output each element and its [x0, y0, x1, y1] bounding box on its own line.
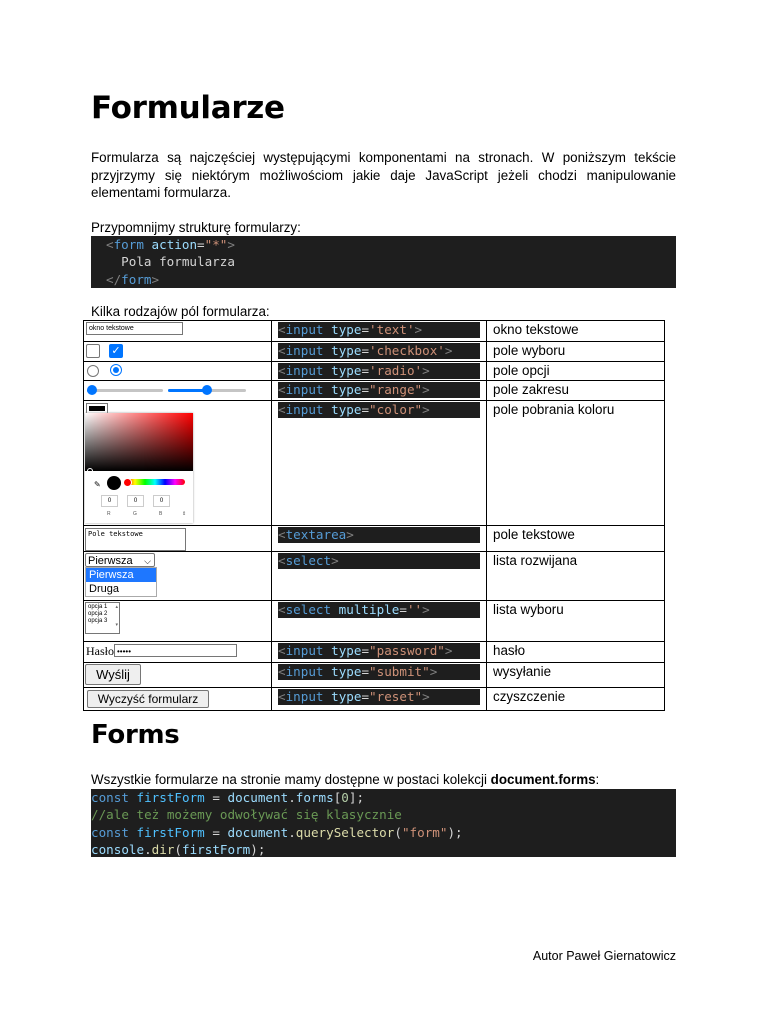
password-input[interactable]: ••••• [114, 644, 237, 657]
range-slider-1[interactable] [87, 389, 163, 392]
chevron-down-icon: ⌵ [144, 556, 151, 566]
fields-label: Kilka rodzajów pól formularza: [91, 304, 270, 319]
code-cell [272, 401, 487, 526]
password-label: Hasło [86, 644, 114, 658]
eyedropper-icon[interactable]: ✎ [94, 480, 101, 489]
widget-cell-textarea [84, 526, 272, 552]
document-forms-code: const firstForm = document.forms[0]; //ale też możemy odwoływać się klasycznie const firstForm = document.querySelector("form"); console.dir(firstForm); [91, 789, 676, 857]
description-cell: lista rozwijana [487, 552, 665, 601]
range-thumb[interactable] [202, 385, 212, 395]
code-snippet: <input type="submit"> [278, 664, 480, 680]
table-row [84, 601, 665, 642]
description-cell: okno tekstowe [487, 321, 665, 342]
dropdown-option[interactable]: Pierwsza [86, 568, 156, 582]
widget-cell-text-input [84, 321, 272, 342]
intro-paragraph: Formularza są najczęściej występującymi komponentami na stronach. W poniższym tekście przyjrzymy się niektórym możliwościom jakie daje JavaScript jeżeli chodzi manipulowanie elementami formularza. [91, 150, 676, 201]
select-multiple[interactable] [85, 602, 120, 634]
select-dropdown[interactable]: Pierwsza ⌵ [85, 553, 155, 567]
code-snippet: <input type="password"> [278, 643, 480, 659]
scrollbar[interactable]: ▴ ▾ [115, 604, 118, 628]
description-cell: lista wyboru [487, 601, 665, 642]
table-row [84, 362, 665, 381]
code-cell [272, 642, 487, 663]
table-row [84, 381, 665, 401]
description-cell: pole tekstowe [487, 526, 665, 552]
widget-cell-radio-pair [84, 362, 272, 381]
table-row [84, 642, 665, 663]
code-snippet: <input type="color"> [278, 402, 480, 418]
widget-cell-password-input [84, 642, 272, 663]
dropdown-list [85, 567, 157, 597]
forms-heading: Forms [91, 720, 180, 750]
code-cell [272, 321, 487, 342]
radio-checked[interactable] [110, 364, 122, 376]
description-cell: pole pobrania koloru [487, 401, 665, 526]
text-input[interactable]: okno tekstowe [86, 322, 183, 335]
checkbox-unchecked[interactable] [86, 344, 100, 358]
table-row [84, 401, 665, 526]
widget-cell-reset-button [84, 688, 272, 711]
code-snippet: <textarea> [278, 527, 480, 543]
list-item[interactable]: opcja 1 [88, 604, 108, 610]
code-cell [272, 526, 487, 552]
code-cell [272, 381, 487, 401]
form-fields-table [83, 320, 665, 711]
color-picker-popup [85, 413, 193, 523]
forms-paragraph: Wszystkie formularze na stronie mamy dostępne w postaci kolekcji document.forms: [91, 772, 600, 787]
color-r-label: R [107, 511, 111, 517]
color-g-label: G [133, 511, 137, 517]
table-row [84, 526, 665, 552]
structure-label: Przypomnijmy strukturę formularzy: [91, 220, 301, 235]
textarea[interactable]: Pole tekstowe [85, 528, 186, 551]
code-snippet: <select multiple=''> [278, 602, 480, 618]
table-row [84, 663, 665, 688]
range-slider-2[interactable] [168, 389, 246, 392]
current-color-preview [107, 476, 121, 490]
dropdown-option[interactable]: Druga [89, 583, 119, 595]
table-row [84, 688, 665, 711]
color-b-label: B [159, 511, 163, 517]
widget-cell-range-pair [84, 381, 272, 401]
widget-cell-select-dropdown [84, 552, 272, 601]
description-cell: pole zakresu [487, 381, 665, 401]
code-snippet: <select> [278, 553, 480, 569]
code-snippet: <input type='text'> [278, 322, 480, 338]
color-g-field[interactable]: 0 [127, 495, 144, 507]
form-structure-code: <form action="*"> Pola formularza </form> [91, 236, 676, 288]
list-item[interactable]: opcja 3 [88, 618, 108, 624]
code-cell [272, 663, 487, 688]
list-item[interactable]: opcja 2 [88, 611, 108, 617]
description-cell: wysyłanie [487, 663, 665, 688]
description-cell: pole wyboru [487, 342, 665, 362]
code-cell [272, 342, 487, 362]
table-row [84, 552, 665, 601]
code-snippet: <input type="reset"> [278, 689, 480, 705]
author-footer: Autor Paweł Giernatowicz [532, 949, 676, 963]
saturation-area[interactable] [85, 413, 193, 471]
description-cell: czyszczenie [487, 688, 665, 711]
radio-unchecked[interactable] [87, 365, 99, 377]
checkbox-checked[interactable]: ✓ [109, 344, 123, 358]
description-cell: pole opcji [487, 362, 665, 381]
range-thumb[interactable] [87, 385, 97, 395]
submit-button[interactable]: Wyślij [85, 664, 141, 685]
description-cell: hasło [487, 642, 665, 663]
table-row [84, 342, 665, 362]
reset-button[interactable]: Wyczyść formularz [87, 690, 209, 708]
code-snippet: <input type='radio'> [278, 363, 480, 379]
color-r-field[interactable]: 0 [101, 495, 118, 507]
code-cell [272, 601, 487, 642]
code-snippet: <input type="range"> [278, 382, 480, 398]
widget-cell-color-picker [84, 401, 272, 526]
code-snippet: <input type='checkbox'> [278, 343, 480, 359]
hue-slider[interactable] [125, 479, 185, 485]
table-row [84, 321, 665, 342]
widget-cell-select-multiple [84, 601, 272, 642]
color-b-field[interactable]: 0 [153, 495, 170, 507]
code-cell [272, 688, 487, 711]
code-cell [272, 362, 487, 381]
page-title: Formularze [91, 90, 285, 126]
widget-cell-checkbox-pair [84, 342, 272, 362]
code-cell [272, 552, 487, 601]
widget-cell-submit-button [84, 663, 272, 688]
swap-format-icon[interactable]: ⇕ [182, 511, 187, 517]
